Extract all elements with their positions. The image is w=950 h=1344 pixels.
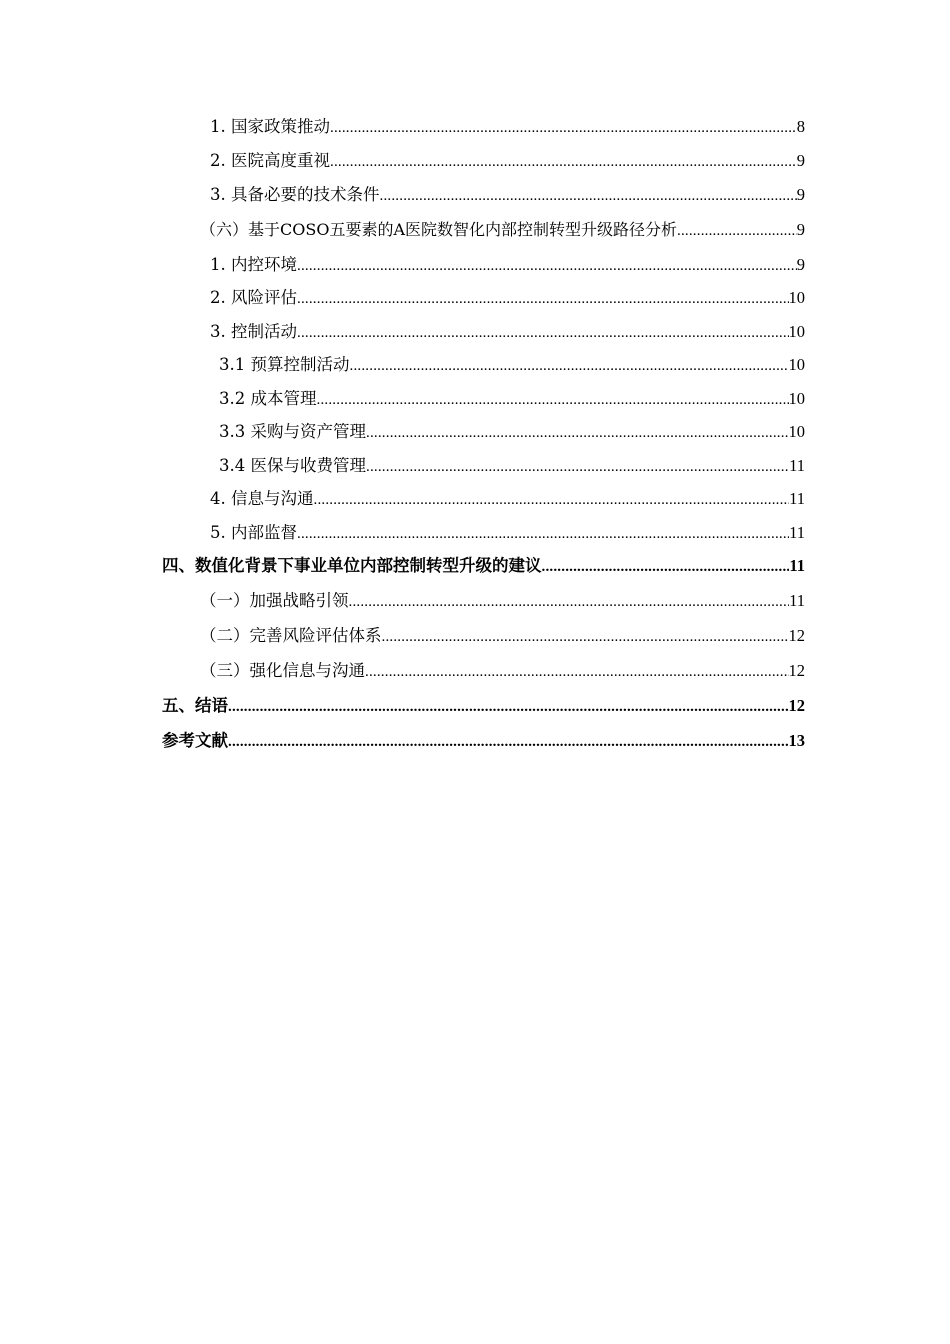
toc-entry xyxy=(162,693,805,719)
toc-entry-title: 1. 内控环境 xyxy=(210,255,297,274)
toc-entry-page: 9 xyxy=(796,255,805,274)
toc-entry xyxy=(219,386,805,412)
toc-entry xyxy=(210,285,805,311)
toc-leader xyxy=(228,729,789,754)
toc-entry-page: 9 xyxy=(796,185,805,204)
toc-entry-title: 2. 风险评估 xyxy=(210,288,297,307)
toc-entry-page: 13 xyxy=(788,731,805,750)
toc-entry-title: 3.4 医保与收费管理 xyxy=(219,456,366,475)
toc-entry-title: 四、数值化背景下事业单位内部控制转型升级的建议 xyxy=(162,556,542,575)
toc-leader xyxy=(297,320,789,345)
toc-entry-title: 3.1 预算控制活动 xyxy=(219,355,350,374)
toc-entry-title: 3.3 采购与资产管理 xyxy=(219,422,366,441)
toc-entry-title: 五、结语 xyxy=(162,696,228,715)
toc-entry-title: （三）强化信息与沟通 xyxy=(200,661,365,680)
toc-entry-title: 4. 信息与沟通 xyxy=(210,489,314,508)
toc-entry xyxy=(210,182,805,208)
toc-entry xyxy=(210,252,805,278)
toc-entry xyxy=(210,486,805,512)
toc-leader xyxy=(349,589,790,614)
toc-entry xyxy=(219,352,805,378)
toc-entry xyxy=(210,148,805,174)
toc-entry-page: 11 xyxy=(789,591,805,610)
toc-leader xyxy=(297,521,789,546)
toc-leader xyxy=(228,694,789,719)
toc-leader xyxy=(350,353,789,378)
toc-entry-title: 参考文献 xyxy=(162,731,228,750)
toc-entry xyxy=(219,453,805,479)
toc-leader xyxy=(677,218,797,243)
toc-entry-page: 10 xyxy=(788,322,805,341)
toc-entry-title: 3. 具备必要的技术条件 xyxy=(210,185,380,204)
toc-entry-title: （二）完善风险评估体系 xyxy=(200,626,382,645)
toc-entry-page: 10 xyxy=(788,355,805,374)
toc-entry xyxy=(200,658,805,684)
toc-entry-title: 1. 国家政策推动 xyxy=(210,117,330,136)
toc-entry-page: 11 xyxy=(789,523,805,542)
toc-entry xyxy=(200,217,805,243)
toc-entry-page: 12 xyxy=(788,661,805,680)
toc-entry-page: 10 xyxy=(788,389,805,408)
toc-entry-title: 5. 内部监督 xyxy=(210,523,297,542)
toc-entry-title: 3.2 成本管理 xyxy=(219,389,317,408)
toc-leader xyxy=(542,554,790,579)
toc-entry xyxy=(210,520,805,546)
toc-entry-page: 12 xyxy=(788,626,805,645)
toc-entry-title: （一）加强战略引领 xyxy=(200,591,349,610)
toc-leader xyxy=(314,487,790,512)
toc-leader xyxy=(366,420,789,445)
toc-entry-page: 9 xyxy=(796,220,805,239)
toc-entry-title: 2. 医院高度重视 xyxy=(210,151,330,170)
toc-entry-page: 9 xyxy=(796,151,805,170)
toc-leader xyxy=(365,659,789,684)
toc-leader xyxy=(380,183,797,208)
toc-leader xyxy=(382,624,789,649)
toc-entry-page: 11 xyxy=(789,456,805,475)
toc-entry xyxy=(162,553,805,579)
toc-entry-page: 11 xyxy=(789,556,805,575)
toc-entry-title: （六）基于COSO五要素的A医院数智化内部控制转型升级路径分析 xyxy=(200,220,677,239)
toc-leader xyxy=(297,253,797,278)
toc-leader xyxy=(317,387,789,412)
toc-entry xyxy=(210,114,805,140)
toc-entry-page: 11 xyxy=(789,489,805,508)
toc-entry-page: 10 xyxy=(788,288,805,307)
toc-entry xyxy=(162,728,805,754)
toc-entry xyxy=(200,623,805,649)
toc-leader xyxy=(297,286,789,311)
toc-entry xyxy=(210,319,805,345)
toc-entry xyxy=(200,588,805,614)
toc-entry xyxy=(219,419,805,445)
toc-leader xyxy=(366,454,789,479)
toc-entry-title: 3. 控制活动 xyxy=(210,322,297,341)
toc-entry-page: 8 xyxy=(796,117,805,136)
toc-leader xyxy=(330,115,797,140)
toc-entry-page: 10 xyxy=(788,422,805,441)
toc-leader xyxy=(330,149,797,174)
toc-entry-page: 12 xyxy=(788,696,805,715)
